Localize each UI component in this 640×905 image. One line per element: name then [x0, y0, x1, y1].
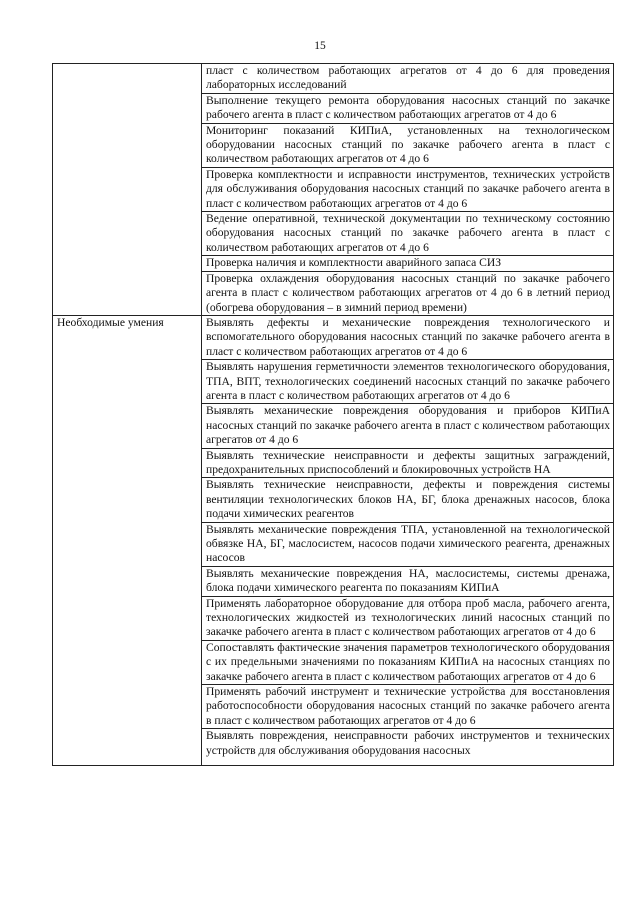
- list-item: Применять лабораторное оборудование для отбора проб масла, рабочего агента, технологических жидкостей из технологических линий насосных станций по закачке рабочего агента в пласт с количеством работающих агрегатов от 4 до 6: [202, 596, 614, 640]
- list-item: Выявлять технические неисправности, дефекты и повреждения системы вентиляции технологических блоков НА, БГ, блока дренажных насосов, блока подачи химических реагентов: [202, 478, 614, 522]
- list-item: Сопоставлять фактические значения параметров технологического оборудования с их предельными значениями по показаниям КИПиА на насосных станциях по закачке рабочего агента в пласт с количеством работающих агрегатов от 4 до 6: [202, 640, 614, 684]
- list-item: Выявлять механические повреждения ТПА, установленной на технологической обвязке НА, БГ, маслосистем, насосов подачи химического реагента, дренажных насосов: [202, 522, 614, 566]
- list-item: Применять рабочий инструмент и технические устройства для восстановления работоспособности оборудования насосных станций по закачке рабочего агента в пласт с количеством работающих агрегатов от 4 до 6: [202, 685, 614, 729]
- list-item: Выявлять механические повреждения оборудования и приборов КИПиА насосных станций по закачке рабочего агента в пласт с количеством работающих агрегатов от 4 до 6: [202, 404, 614, 448]
- table-row: [53, 315, 614, 359]
- list-item: Проверка наличия и комплектности аварийного запаса СИЗ: [202, 256, 614, 271]
- list-item: Выявлять дефекты и механические повреждения технологического и вспомогательного оборудования насосных станций по закачке рабочего агента в пласт с количеством работающих агрегатов от 4 до 6: [202, 315, 614, 359]
- section-label-skills: Необходимые умения: [53, 315, 202, 765]
- list-item-continued: [202, 729, 614, 766]
- list-item: Проверка комплектности и исправности инструментов, технических устройств для обслуживания оборудования насосных станций по закачке рабочего агента в пласт с количеством работающих агрегатов от 4 до 6: [202, 167, 614, 211]
- list-item: Проверка охлаждения оборудования насосных станций по закачке рабочего агента в пласт с количеством работающих агрегатов от 4 до 6 в летний период (обогрева оборудования – в зимний период времени): [202, 271, 614, 315]
- list-item: Выявлять механические повреждения НА, маслосистемы, системы дренажа, блока подачи химического реагента по показаниям КИПиА: [202, 566, 614, 596]
- competency-table: [52, 63, 614, 766]
- list-item: Выявлять технические неисправности и дефекты защитных заграждений, предохранительных приспособлений и блокировочных устройств НА: [202, 448, 614, 478]
- list-item: Выполнение текущего ремонта оборудования насосных станций по закачке рабочего агента в пласт с количеством работающих агрегатов от 4 до 6: [202, 93, 614, 123]
- section-label-empty: [53, 64, 202, 316]
- page-number: 15: [314, 40, 326, 52]
- list-item: Ведение оперативной, технической документации по техническому состоянию оборудования насосных станций по закачке рабочего агента в пласт с количеством работающих агрегатов от 4 до 6: [202, 212, 614, 256]
- list-item: Мониторинг показаний КИПиА, установленных на технологическом оборудовании насосных станций по закачке рабочего агента в пласт с количеством работающих агрегатов от 4 до 6: [202, 123, 614, 167]
- list-item: Выявлять нарушения герметичности элементов технологического оборудования, ТПА, ВПТ, технологических соединений насосных станций по закачке рабочего агента в пласт с количеством работающих агрегатов от 4 до 6: [202, 360, 614, 404]
- list-item: пласт с количеством работающих агрегатов от 4 до 6 для проведения лабораторных исследований: [202, 64, 614, 94]
- list-item-text: Выявлять повреждения, неисправности рабочих инструментов и технических устройств для обслуживания оборудования насосных: [206, 729, 610, 757]
- table-row: [53, 64, 614, 94]
